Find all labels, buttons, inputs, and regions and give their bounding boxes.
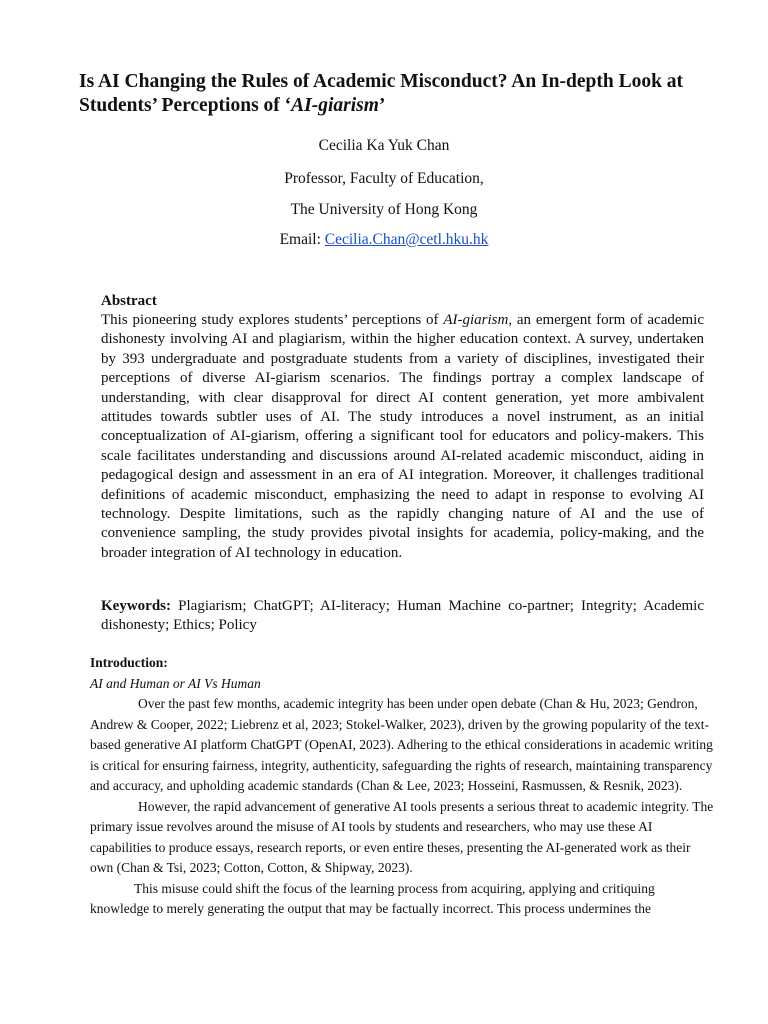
introduction-subheading: AI and Human or AI Vs Human — [90, 675, 261, 691]
intro-paragraph: This misuse could shift the focus of the learning process from acquiring, applying and critiquing knowledge to merely generating the output that may be factually incorrect. This process undermines the — [90, 880, 655, 916]
keywords-list: Plagiarism; ChatGPT; AI-literacy; Human Machine co-partner; Integrity; Academic dishonesty; Ethics; Policy — [101, 598, 704, 634]
title-italic-term: AI-giarism — [291, 95, 379, 116]
keywords — [101, 597, 704, 636]
author-institution: The University of Hong Kong — [290, 201, 478, 218]
email-link[interactable]: Cecilia.Chan@cetl.hku.hk — [324, 231, 489, 248]
abstract-heading: Abstract — [101, 293, 157, 309]
introduction-heading: Introduction: — [90, 655, 168, 670]
title-text: Is AI Changing the Rules of Academic Misconduct? An In-depth Look at Students’ Perceptions of ‘ — [79, 71, 684, 116]
author-position: Professor, Faculty of Education, — [284, 170, 484, 187]
email-label: Email: — [279, 231, 325, 248]
title-closing-quote: ’ — [378, 95, 386, 116]
author-name: Cecilia Ka Yuk Chan — [318, 137, 450, 154]
introduction-section — [90, 653, 717, 920]
abstract-body — [101, 311, 704, 563]
abstract-section — [101, 292, 704, 563]
intro-paragraph: However, the rapid advancement of generative AI tools presents a serious threat to academic integrity. The primary issue revolves around the misuse of AI tools by students and researchers, who may use these AI capabilities to produce essays, research reports, or even entire theses, presenting the AI-generated work as their own (Chan & Tsi, 2023; Cotton, Cotton, & Shipway, 2023). — [90, 798, 714, 875]
intro-paragraph: Over the past few months, academic integrity has been under open debate (Chan & Hu, 2023; Gendron, Andrew & Cooper, 2022; Liebrenz et al, 2023; Stokel-Walker, 2023), driven by the growing popularity of the text-based generative AI platform ChatGPT (OpenAI, 2023). Adhering to the ethical considerations in academic writing is critical for ensuring fairness, integrity, authenticity, safeguarding the rights of research, maintaining transparency and accuracy, and upholding academic standards (Chan & Lee, 2023; Hosseini, Rasmussen, & Resnik, 2023). — [90, 696, 713, 793]
author-email-line — [0, 230, 768, 250]
abstract-text-start: This pioneering study explores students’ perceptions of — [101, 312, 444, 328]
paper-title — [79, 70, 719, 118]
abstract-italic-term: AI-giarism — [443, 312, 509, 328]
keywords-label: Keywords: — [101, 598, 171, 614]
abstract-text-rest: , an emergent form of academic dishonesty involving AI and plagiarism, within the higher education context. A survey, undertaken by 393 undergraduate and postgraduate students from a variety of disciplines, investigated their perceptions of diverse AI-giarism scenarios. The findings portray a complex landscape of understanding, with clear disapproval for direct AI content generation, yet more ambivalent attitudes towards subtler uses of AI. The study introduces a novel instrument, as an initial conceptualization of AI-giarism, offering a significant tool for educators and policy-makers. This scale facilitates understanding and discussions around AI-related academic misconduct, aiding in pedagogical design and assessment in an era of AI integration. Moreover, it challenges traditional definitions of academic misconduct, emphasizing the need to adapt in response to evolving AI technology. Despite limitations, such as the rapidly changing nature of AI and the use of convenience sampling, the study provides pivotal insights for academia, policy-making, and the broader integration of AI technology in education. — [101, 312, 704, 561]
